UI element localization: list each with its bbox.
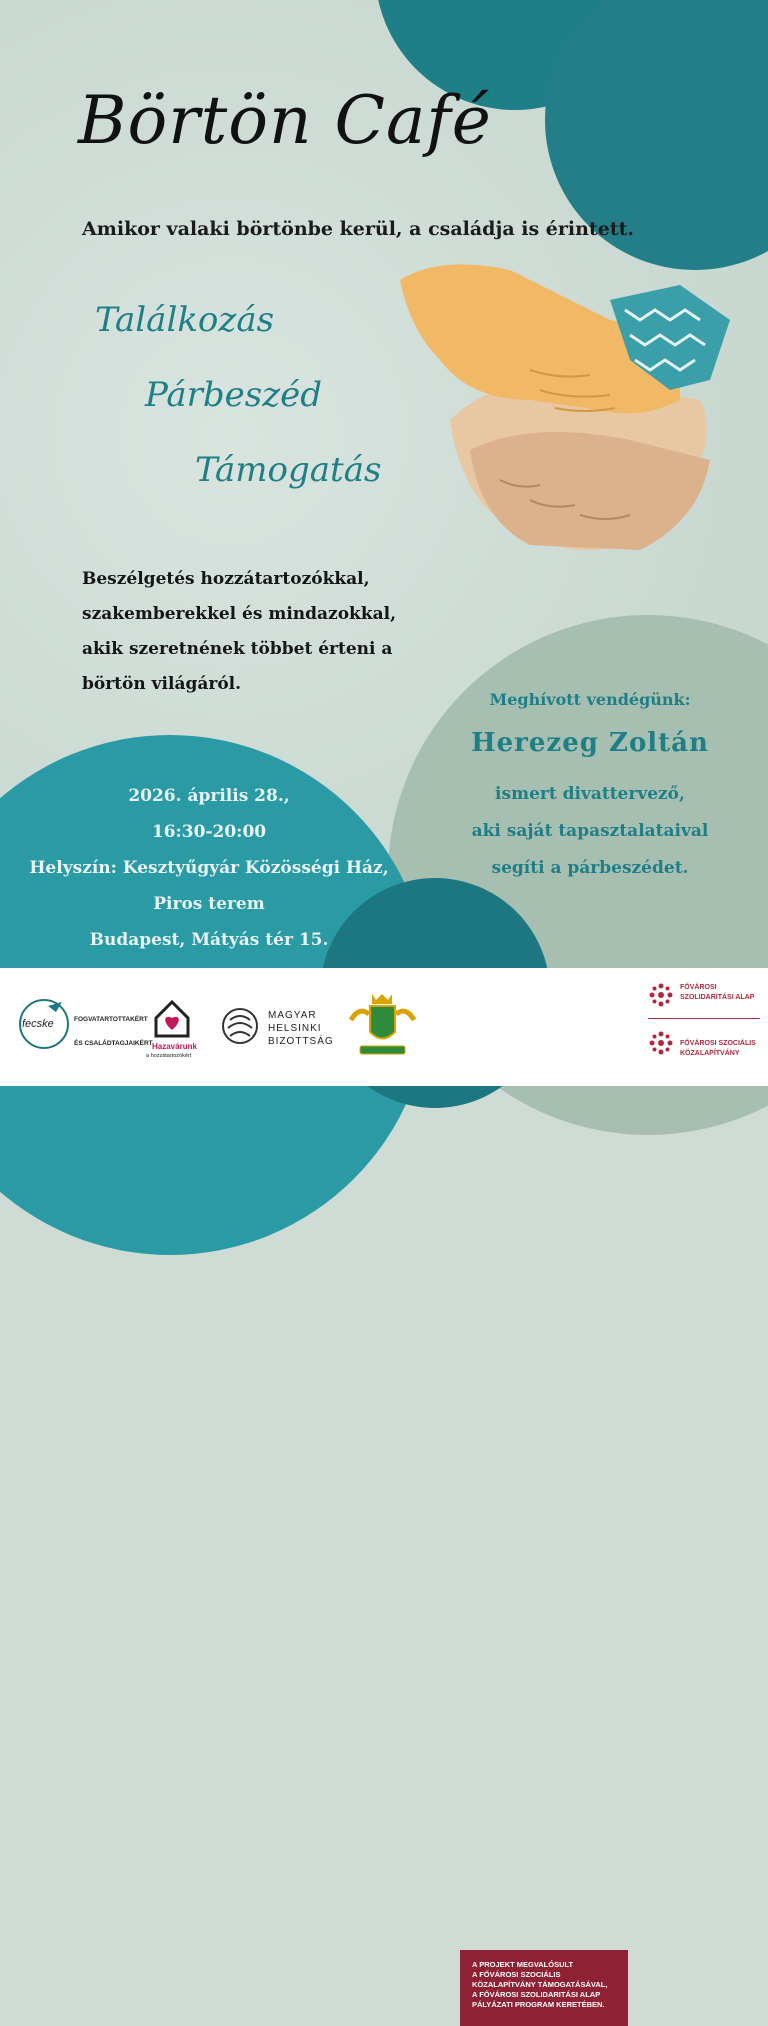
sponsor-footer [0,968,768,2009]
poster-title: Börtön Café [78,82,492,159]
project-line: A FŐVÁROSI SZOCIÁLIS [472,1970,561,1979]
kozalap-line2: KÖZALAPÍTVÁNY [680,1050,740,1057]
szolidaritasi-alap-logo-icon [648,982,674,1008]
project-line: PÁLYÁZATI PROGRAM KERETÉBEN. [472,2000,605,2009]
project-line: A FŐVÁROSI SZOLIDARITÁSI ALAP [472,1990,601,1999]
project-line: KÖZALAPÍTVÁNY TÁMOGATÁSÁVAL, [472,1980,608,1989]
description-text [82,562,396,702]
event-date: 2026. április 28., [128,786,290,806]
event-location: Helyszín: Kesztyűgyár Közösségi Ház, [29,858,389,878]
event-details [0,778,418,958]
hazavarunk-name: Hazavárunk [152,1042,197,1051]
guest-description-line: segíti a párbeszédet. [491,858,689,878]
fecske-line1: FOGVATARTOTTAKÉRT [74,1016,148,1023]
guest-description [420,776,760,887]
guest-label: Meghívott vendégünk: [489,690,691,709]
project-line: A PROJEKT MEGVALÓSULT [472,1960,574,1969]
guest-description-line: ismert divattervező, [495,784,685,804]
szocialis-kozalapitvany-logo-icon [648,1030,674,1056]
event-time: 16:30-20:00 [151,822,267,842]
guest-description-line: aki saját tapasztalataival [471,821,709,841]
holding-hands-illustration [380,250,760,560]
keyword-tamogatas: Támogatás [195,450,382,490]
poster-subtitle: Amikor valaki börtönbe kerül, a családja is érintett. [82,218,634,240]
house-heart-icon [152,998,192,1038]
alap-line2: SZOLIDARITÁSI ALAP [680,994,755,1001]
description-line: Beszélgetés hozzátartozókkal, [82,569,370,589]
kozalap-line1: FŐVÁROSI SZOCIÁLIS [680,1040,756,1047]
helsinki-fingerprint-icon [220,1006,260,1046]
district-coat-of-arms-icon [345,990,420,1060]
description-line: szakemberekkel és mindazokkal, [82,604,397,624]
event-address: Budapest, Mátyás tér 15. [89,930,329,950]
project-funding-box [460,1950,628,2026]
alap-line1: FŐVÁROSI [680,984,717,991]
guest-name: Herezeg Zoltán [471,728,709,758]
helsinki-line3: BIZOTTSÁG [268,1036,334,1047]
helsinki-line2: HELSINKI [268,1023,322,1034]
keyword-parbeszed: Párbeszéd [145,375,323,415]
fecske-line2: ÉS CSALÁDTAGJAIKÉRT [74,1040,153,1047]
fecske-name: fecske [22,1018,54,1030]
hazavarunk-sub: a hozzátartozókért [146,1053,192,1059]
footer-divider [648,1018,760,1019]
helsinki-line1: MAGYAR [268,1010,317,1021]
keyword-talalkozas: Találkozás [95,300,275,340]
description-line: akik szeretnének többet érteni a [82,639,393,659]
description-line: börtön világáról. [82,674,242,694]
event-room: Piros terem [153,894,265,914]
